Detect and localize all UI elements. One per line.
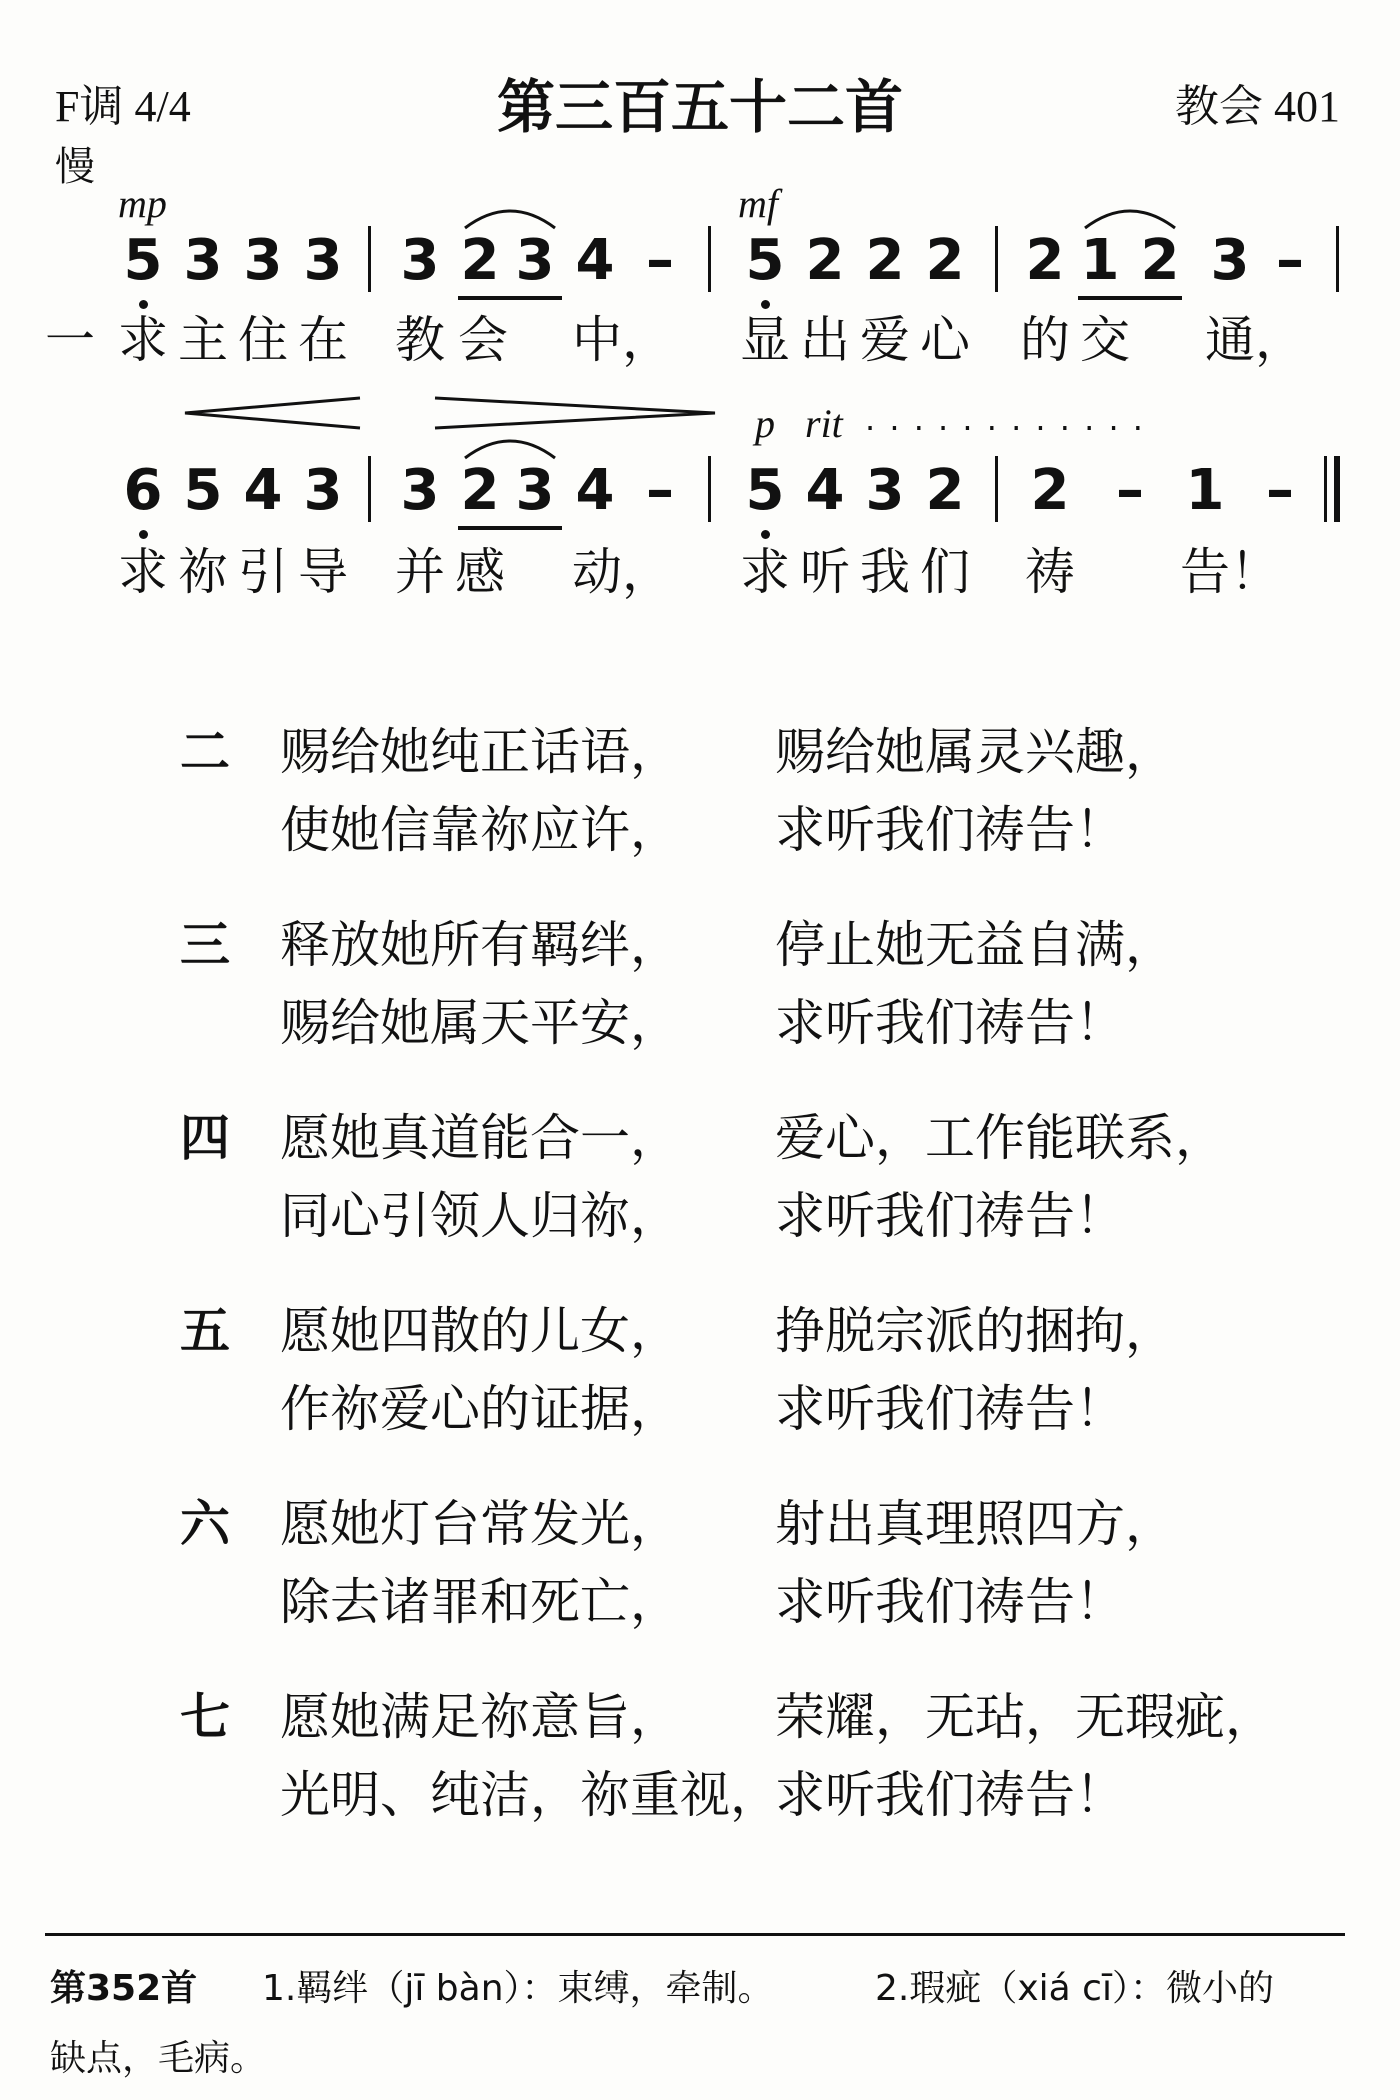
note: 2: [1140, 228, 1180, 293]
note: 3: [183, 228, 223, 293]
bar-line: [368, 226, 371, 292]
note: 2: [460, 228, 500, 293]
lyric-char: 交: [1080, 311, 1130, 369]
lyric-char: 听: [800, 543, 850, 601]
note: 4: [575, 228, 615, 293]
note: 2: [1030, 458, 1070, 523]
verse-line: 愿她四散的儿女，: [280, 1302, 680, 1360]
bar-line: [1336, 226, 1339, 292]
lyric-char: 告！: [1180, 543, 1280, 601]
verse-line: 求听我们祷告！: [775, 1187, 1125, 1245]
note: 5: [123, 228, 163, 293]
bar-line: [708, 226, 711, 292]
lyric-char: 的: [1020, 311, 1070, 369]
dynamic-mf: mf: [738, 181, 778, 226]
verse-line: 释放她所有羁绊，: [280, 916, 680, 974]
lyric-char: 会: [458, 311, 508, 369]
note: 2: [805, 228, 845, 293]
verse-line: 求听我们祷告！: [775, 1766, 1125, 1824]
lyric-char: 动，: [572, 543, 672, 601]
verse-line: 求听我们祷告！: [775, 1380, 1125, 1438]
verse-line: 挣脱宗派的捆拘，: [775, 1302, 1175, 1360]
verse-line: 同心引领人归祢，: [280, 1187, 680, 1245]
note: 5: [745, 228, 785, 293]
lyric-char: 爱: [860, 311, 910, 369]
verse-line: 爱心，工作能联系，: [775, 1109, 1225, 1167]
verse-number: 三: [180, 916, 230, 974]
lyric-char: 通，: [1205, 311, 1305, 369]
lyrics-line-2: [0, 542, 1400, 612]
verse-line: 使她信靠祢应许，: [280, 801, 680, 859]
note: 4: [243, 458, 283, 523]
verse-number: 五: [180, 1302, 230, 1360]
lyric-char: 求: [740, 543, 790, 601]
notation-line-1: [0, 226, 1400, 306]
verse-number: 六: [180, 1495, 230, 1553]
lyric-char: 求: [118, 543, 168, 601]
footnote-2-continued: 缺点，毛病。: [50, 2038, 267, 2079]
lyric-char: 感: [455, 543, 505, 601]
bar-line: [368, 456, 371, 522]
lyric-char: 祢: [178, 543, 228, 601]
note: 3: [400, 458, 440, 523]
lyric-char: 心: [920, 311, 970, 369]
note: 3: [1210, 228, 1250, 293]
note: 3: [515, 458, 555, 523]
verse-line: 求听我们祷告！: [775, 994, 1125, 1052]
footnote-label: 第352首: [50, 1968, 198, 2009]
final-bar-thin: [1324, 456, 1327, 522]
key-signature: F调 4/4: [55, 82, 191, 131]
lyric-char: 出: [800, 311, 850, 369]
note: 3: [515, 228, 555, 293]
dynamic-rit: rit: [805, 401, 843, 446]
verse-line: 赐给她属天平安，: [280, 994, 680, 1052]
note-dash: –: [1276, 228, 1304, 293]
note: 2: [865, 228, 905, 293]
note: 5: [183, 458, 223, 523]
lyric-char: 中，: [572, 311, 672, 369]
lyric-char: 我: [860, 543, 910, 601]
verse-number: 四: [180, 1109, 230, 1167]
verse-line: 射出真理照四方，: [775, 1495, 1175, 1553]
verse-number: 二: [180, 723, 230, 781]
slur-arc: [1080, 200, 1180, 230]
verse-line: 光明、纯洁，祢重视，: [280, 1766, 780, 1824]
bar-line: [708, 456, 711, 522]
note-dash: –: [646, 458, 674, 523]
verse-line: 愿她真道能合一，: [280, 1109, 680, 1167]
note: 1: [1080, 228, 1120, 293]
rit-dots: . . . . . . . . . . . .: [865, 400, 1145, 438]
lyric-char: 主: [178, 311, 228, 369]
note: 6: [123, 458, 163, 523]
note: 2: [460, 458, 500, 523]
lyric-char: 导: [298, 543, 348, 601]
low-octave-dot: [761, 300, 770, 309]
verse-line: 赐给她属灵兴趣，: [775, 723, 1175, 781]
lyrics-line-1: [0, 310, 1400, 380]
lyric-char: 引: [238, 543, 288, 601]
dynamic-p: p: [755, 401, 775, 446]
note: 2: [925, 228, 965, 293]
note: 5: [745, 458, 785, 523]
note: 3: [243, 228, 283, 293]
crescendo-hairpin: [180, 395, 365, 431]
verse-line: 荣耀，无玷，无瑕疵，: [775, 1688, 1275, 1746]
note: 1: [1185, 458, 1225, 523]
footnote-2: 2.瑕疵（xiá cī）：微小的: [875, 1968, 1274, 2009]
verse-line: 作祢爱心的证据，: [280, 1380, 680, 1438]
lyric-char: 在: [298, 311, 348, 369]
note: 3: [400, 228, 440, 293]
eighth-underline: [1078, 296, 1182, 300]
note-dash: –: [1266, 458, 1294, 523]
notation-line-2: [0, 456, 1400, 536]
eighth-underline: [458, 296, 562, 300]
verse-number: 一: [45, 311, 95, 369]
decrescendo-hairpin: [430, 395, 720, 431]
lyric-char: 祷: [1025, 543, 1075, 601]
verse-number: 七: [180, 1688, 230, 1746]
hymnal-reference: 教会 401: [1175, 82, 1340, 131]
note: 2: [925, 458, 965, 523]
note-dash: –: [1116, 458, 1144, 523]
bar-line: [995, 456, 998, 522]
verse-line: 除去诸罪和死亡，: [280, 1573, 680, 1631]
verse-line: 愿她灯台常发光，: [280, 1495, 680, 1553]
lyric-char: 住: [238, 311, 288, 369]
dynamic-mp: mp: [118, 181, 167, 226]
note: 3: [303, 458, 343, 523]
note-dash: –: [646, 228, 674, 293]
tempo-marking: 慢: [55, 144, 95, 190]
note: 3: [303, 228, 343, 293]
low-octave-dot: [139, 530, 148, 539]
verse-line: 赐给她纯正话语，: [280, 723, 680, 781]
verse-line: 愿她满足祢意旨，: [280, 1688, 680, 1746]
footnote-divider: [45, 1933, 1345, 1936]
note: 3: [865, 458, 905, 523]
footnote-1: 1.羁绊（jī bàn）：束缚，牵制。: [262, 1968, 774, 2009]
note: 4: [575, 458, 615, 523]
note: 2: [1025, 228, 1065, 293]
eighth-underline: [458, 526, 562, 530]
note: 4: [805, 458, 845, 523]
lyric-char: 显: [740, 311, 790, 369]
bar-line: [995, 226, 998, 292]
slur-arc: [460, 430, 560, 460]
lyric-char: 教: [395, 311, 445, 369]
lyric-char: 们: [920, 543, 970, 601]
verse-line: 求听我们祷告！: [775, 801, 1125, 859]
low-octave-dot: [139, 300, 148, 309]
lyric-char: 求: [118, 311, 168, 369]
slur-arc: [460, 200, 560, 230]
final-bar-thick: [1334, 456, 1340, 522]
verse-line: 停止她无益自满，: [775, 916, 1175, 974]
lyric-char: 并: [395, 543, 445, 601]
low-octave-dot: [761, 530, 770, 539]
hymn-title: 第三百五十二首: [496, 73, 903, 141]
verse-line: 求听我们祷告！: [775, 1573, 1125, 1631]
